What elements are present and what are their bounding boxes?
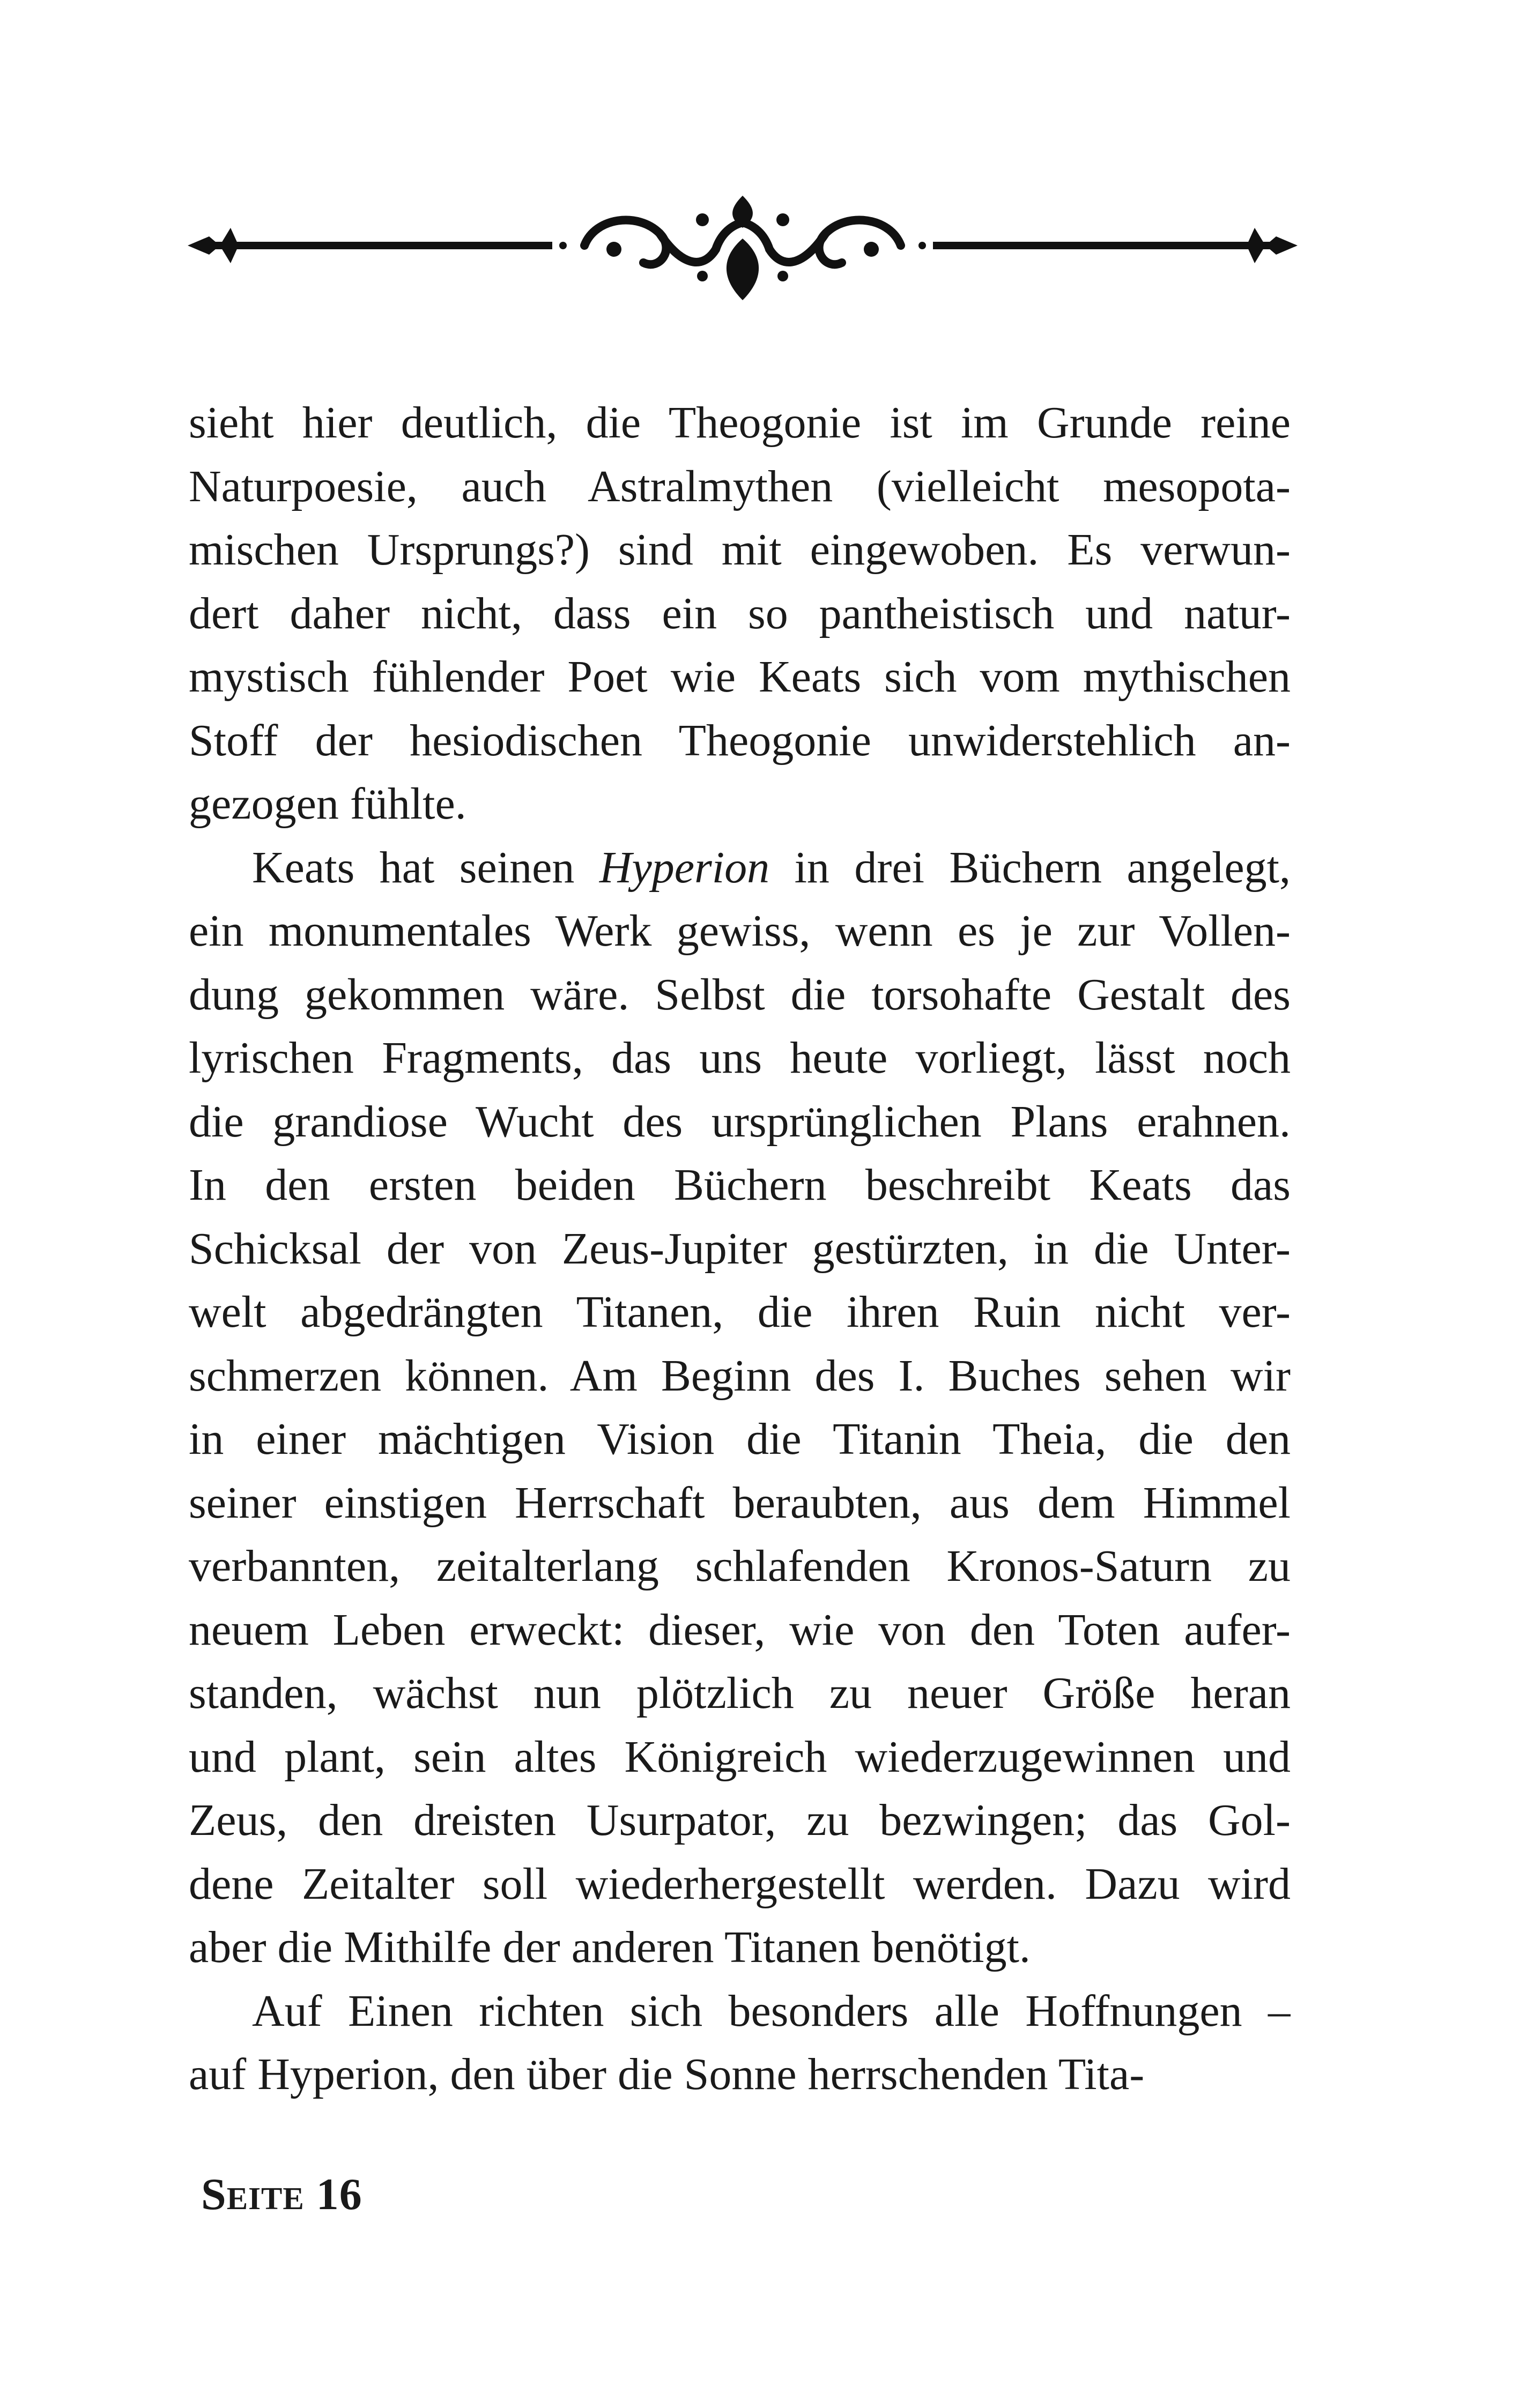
text-line: sieht hier deutlich, die Theogonie ist im Grunde reine bbox=[189, 398, 1291, 448]
paragraph bbox=[189, 836, 1291, 1980]
text-line: seiner einstigen Herrschaft beraubten, aus dem Himmel bbox=[189, 1477, 1291, 1528]
italic-title: Hyperion bbox=[599, 842, 770, 893]
paragraph bbox=[189, 1980, 1291, 2107]
text-line: schmerzen können. Am Beginn des I. Buches sehen wir bbox=[189, 1350, 1291, 1401]
text-line: mystisch fühlender Poet wie Keats sich vom mythischen bbox=[189, 652, 1291, 702]
paragraph bbox=[189, 391, 1291, 836]
text-line: dert daher nicht, dass ein so pantheistisch und natur- bbox=[189, 588, 1291, 638]
page-number: Seite 16 bbox=[201, 2169, 362, 2219]
ornament-divider bbox=[188, 196, 1298, 300]
text-line: Auf Einen richten sich besonders alle Hoffnungen – bbox=[252, 1986, 1291, 2036]
text-line: verbannten, zeitalterlang schlafenden Kronos-Saturn zu bbox=[189, 1541, 1291, 1591]
text-line: auf Hyperion, den über die Sonne herrschenden Tita- bbox=[189, 2049, 1145, 2099]
text-line: Zeus, den dreisten Usurpator, zu bezwingen; das Gol- bbox=[189, 1795, 1291, 1845]
text-line: Schicksal der von Zeus-Jupiter gestürzten, in die Unter- bbox=[189, 1223, 1291, 1274]
text-line: Stoff der hesiodischen Theogonie unwiderstehlich an- bbox=[189, 715, 1291, 765]
text-line: standen, wächst nun plötzlich zu neuer Größe heran bbox=[189, 1668, 1291, 1718]
text-line: ein monumentales Werk gewiss, wenn es je zur Vollen- bbox=[189, 906, 1291, 956]
text-line: dene Zeitalter soll wiederhergestellt werden. Dazu wird bbox=[189, 1859, 1291, 1909]
page-body-text bbox=[189, 391, 1291, 2107]
text-line: neuem Leben erweckt: dieser, wie von den Toten aufer- bbox=[189, 1604, 1291, 1655]
text-line: aber die Mithilfe der anderen Titanen benötigt. bbox=[189, 1922, 1031, 1972]
text-line: Naturpoesie, auch Astralmythen (vielleicht mesopota- bbox=[189, 461, 1291, 511]
text-line: lyrischen Fragments, das uns heute vorliegt, lässt noch bbox=[189, 1033, 1291, 1083]
text-line: mischen Ursprungs?) sind mit eingewoben. Es verwun- bbox=[189, 525, 1291, 575]
text-line: gezogen fühlte. bbox=[189, 779, 466, 829]
text-line: welt abgedrängten Titanen, die ihren Ruin nicht ver- bbox=[189, 1287, 1291, 1337]
text-line: dung gekommen wäre. Selbst die torsohafte Gestalt des bbox=[189, 969, 1291, 1020]
text-line: die grandiose Wucht des ursprünglichen Plans erahnen. bbox=[189, 1096, 1291, 1147]
text-line: Keats hat seinen Hyperion in drei Büchern angelegt, bbox=[252, 842, 1291, 893]
text-line: und plant, sein altes Königreich wiederzugewinnen und bbox=[189, 1731, 1291, 1782]
text-line: in einer mächtigen Vision die Titanin Theia, die den bbox=[189, 1414, 1291, 1464]
text-line: In den ersten beiden Büchern beschreibt Keats das bbox=[189, 1160, 1291, 1210]
